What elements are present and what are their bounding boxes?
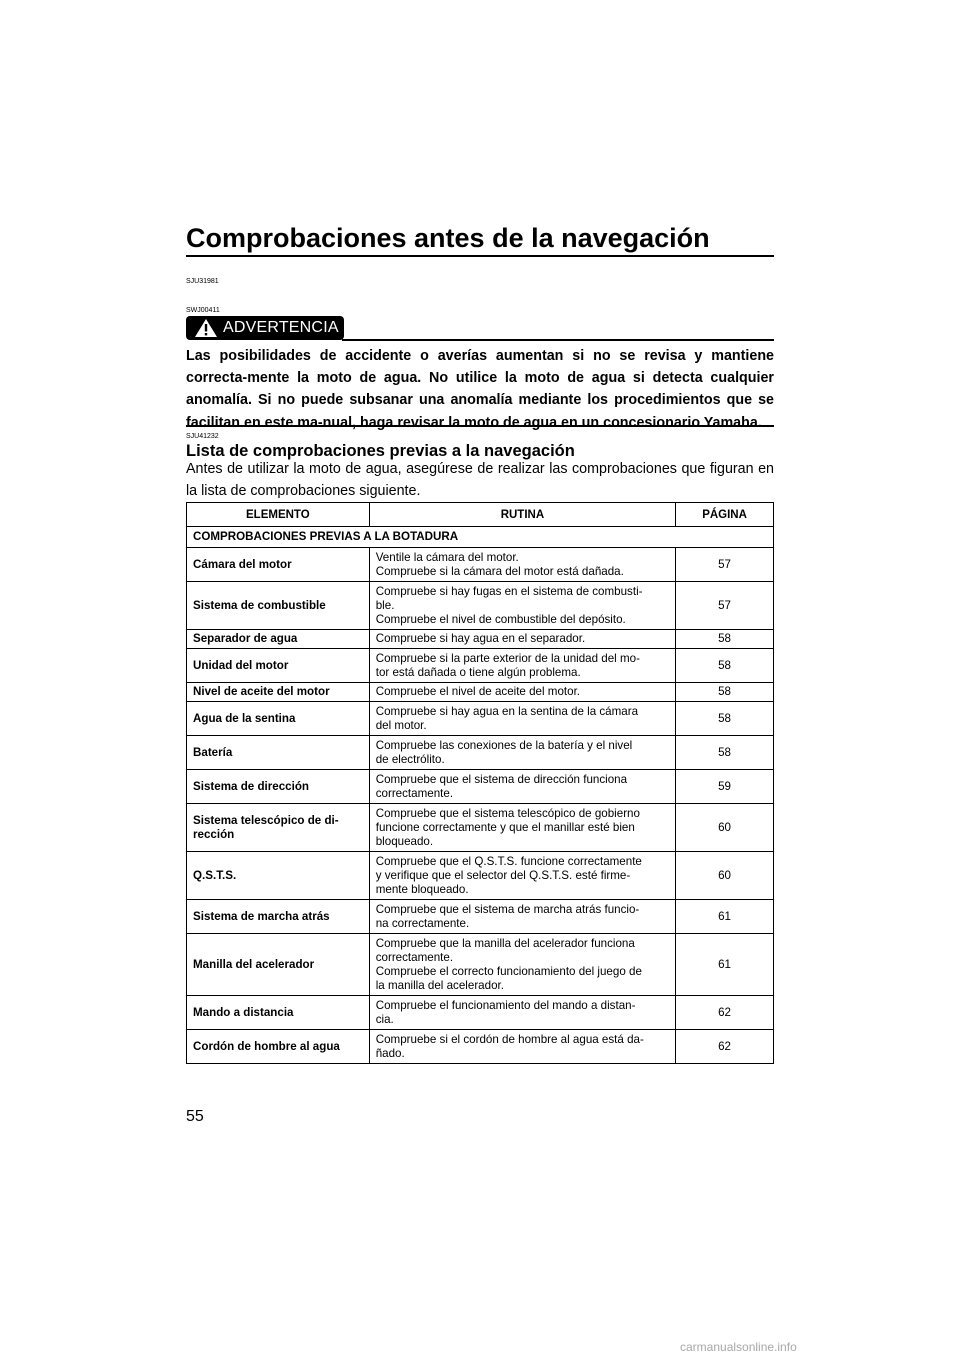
row-element: Sistema telescópico de di- rección bbox=[187, 804, 370, 852]
warning-header bbox=[186, 316, 774, 342]
header-routine: RUTINA bbox=[369, 503, 675, 527]
table-row bbox=[187, 804, 774, 852]
row-page: 61 bbox=[676, 900, 774, 934]
row-element: Separador de agua bbox=[187, 630, 370, 649]
row-page: 58 bbox=[676, 649, 774, 683]
footer-watermark: carmanualsonline.info bbox=[680, 1340, 797, 1354]
list-code: SJU41232 bbox=[186, 433, 219, 440]
row-element: Cordón de hombre al agua bbox=[187, 1030, 370, 1064]
table-row bbox=[187, 736, 774, 770]
row-element: Sistema de combustible bbox=[187, 582, 370, 630]
warning-text: Las posibilidades de accidente o averías aumentan si no se revisa y mantiene correcta-mente la moto de agua. No utilice la moto de agua si detecta cualquier anomalía. Si no puede subsanar una anomalía mediante los procedimientos que se facilitan en este ma-nual, haga revisar la moto de agua en un concesionario Yamaha. bbox=[186, 348, 774, 431]
table-header-row bbox=[187, 503, 774, 527]
row-element: Agua de la sentina bbox=[187, 702, 370, 736]
row-element: Unidad del motor bbox=[187, 649, 370, 683]
row-routine: Compruebe si hay fugas en el sistema de combusti- ble. Compruebe el nivel de combustible del depósito. bbox=[369, 582, 675, 630]
table-row bbox=[187, 582, 774, 630]
row-page: 58 bbox=[676, 702, 774, 736]
table-row bbox=[187, 683, 774, 702]
row-routine: Compruebe si la parte exterior de la unidad del mo- tor está dañada o tiene algún problema. bbox=[369, 649, 675, 683]
table-row bbox=[187, 702, 774, 736]
row-page: 61 bbox=[676, 934, 774, 996]
row-page: 62 bbox=[676, 996, 774, 1030]
warning-bottom-rule bbox=[186, 425, 774, 427]
row-routine: Compruebe que el Q.S.T.S. funcione correctamente y verifique que el selector del Q.S.T.S. esté firme- mente bloqueado. bbox=[369, 852, 675, 900]
row-routine: Compruebe si el cordón de hombre al agua está da- ñado. bbox=[369, 1030, 675, 1064]
table-row bbox=[187, 548, 774, 582]
table-row bbox=[187, 900, 774, 934]
row-routine: Compruebe si hay agua en la sentina de la cámara del motor. bbox=[369, 702, 675, 736]
row-page: 57 bbox=[676, 582, 774, 630]
table-row bbox=[187, 934, 774, 996]
row-routine: Compruebe que el sistema de marcha atrás funcio- na correctamente. bbox=[369, 900, 675, 934]
warning-code: SWJ00411 bbox=[186, 307, 220, 314]
row-page: 57 bbox=[676, 548, 774, 582]
row-element: Sistema de dirección bbox=[187, 770, 370, 804]
row-element: Nivel de aceite del motor bbox=[187, 683, 370, 702]
section-code: SJU31981 bbox=[186, 278, 219, 285]
row-routine: Compruebe que el sistema telescópico de gobierno funcione correctamente y que el manillar esté bien bloqueado. bbox=[369, 804, 675, 852]
warning-label: ADVERTENCIA bbox=[223, 319, 339, 336]
group-label: COMPROBACIONES PREVIAS A LA BOTADURA bbox=[187, 527, 774, 548]
checklist-table bbox=[186, 502, 774, 1064]
header-page: PÁGINA bbox=[676, 503, 774, 527]
table-row bbox=[187, 852, 774, 900]
row-element: Sistema de marcha atrás bbox=[187, 900, 370, 934]
row-page: 58 bbox=[676, 736, 774, 770]
row-element: Manilla del acelerador bbox=[187, 934, 370, 996]
warning-badge bbox=[186, 316, 344, 340]
table-group-row bbox=[187, 527, 774, 548]
row-page: 60 bbox=[676, 852, 774, 900]
row-page: 59 bbox=[676, 770, 774, 804]
page-number: 55 bbox=[186, 1108, 204, 1125]
row-routine: Ventile la cámara del motor. Compruebe si la cámara del motor está dañada. bbox=[369, 548, 675, 582]
row-routine: Compruebe que la manilla del acelerador funciona correctamente. Compruebe el correcto funcionamiento del juego de la manilla del acelerador. bbox=[369, 934, 675, 996]
row-element: Q.S.T.S. bbox=[187, 852, 370, 900]
table-row bbox=[187, 1030, 774, 1064]
page-title: Comprobaciones antes de la navegación bbox=[186, 221, 774, 257]
row-routine: Compruebe el nivel de aceite del motor. bbox=[369, 683, 675, 702]
table-row bbox=[187, 996, 774, 1030]
row-page: 58 bbox=[676, 630, 774, 649]
row-page: 62 bbox=[676, 1030, 774, 1064]
row-routine: Compruebe si hay agua en el separador. bbox=[369, 630, 675, 649]
row-element: Cámara del motor bbox=[187, 548, 370, 582]
row-page: 58 bbox=[676, 683, 774, 702]
row-routine: Compruebe que el sistema de dirección funciona correctamente. bbox=[369, 770, 675, 804]
table-row bbox=[187, 649, 774, 683]
row-element: Mando a distancia bbox=[187, 996, 370, 1030]
header-element: ELEMENTO bbox=[187, 503, 370, 527]
warning-triangle-icon bbox=[194, 318, 218, 338]
section-intro: Antes de utilizar la moto de agua, asegúrese de realizar las comprobaciones que figuran en la lista de comprobaciones siguiente. bbox=[186, 461, 774, 499]
table-row bbox=[187, 630, 774, 649]
row-routine: Compruebe el funcionamiento del mando a distan- cia. bbox=[369, 996, 675, 1030]
row-routine: Compruebe las conexiones de la batería y el nivel de electrólito. bbox=[369, 736, 675, 770]
row-element: Batería bbox=[187, 736, 370, 770]
section-heading: Lista de comprobaciones previas a la navegación bbox=[186, 442, 575, 460]
table-row bbox=[187, 770, 774, 804]
warning-rule bbox=[342, 339, 774, 341]
row-page: 60 bbox=[676, 804, 774, 852]
